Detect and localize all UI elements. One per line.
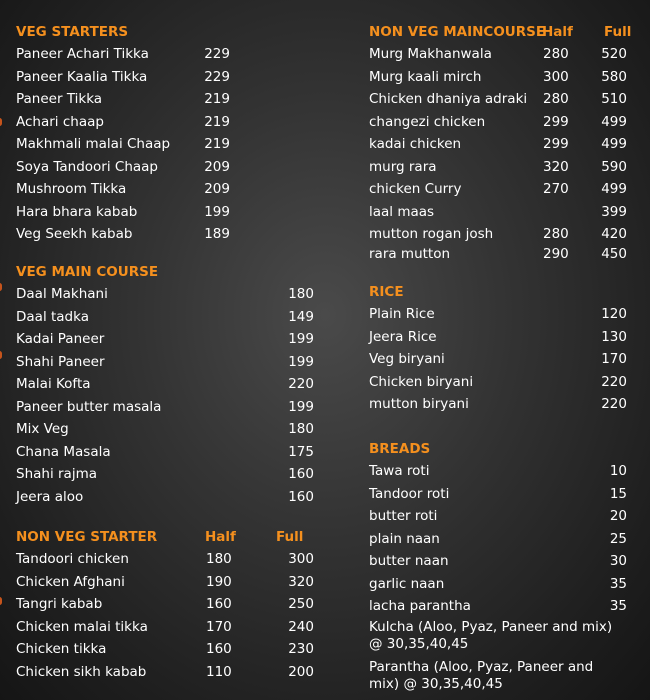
item-price-full: 520 xyxy=(601,46,627,62)
item-price: 160 xyxy=(288,466,314,482)
menu-item-row xyxy=(369,304,639,327)
item-price: 219 xyxy=(204,136,230,152)
item-price: 149 xyxy=(288,308,314,325)
item-name: laal maas xyxy=(369,203,435,220)
item-price-half: 180 xyxy=(206,551,232,567)
item-name: plain naan xyxy=(369,530,440,547)
edge-mark xyxy=(0,118,2,126)
item-name: Jeera Rice xyxy=(369,328,437,345)
menu-item-row xyxy=(16,662,316,685)
item-price: 35 xyxy=(609,598,627,614)
item-price: 35 xyxy=(609,575,627,592)
menu-item-row xyxy=(16,442,316,465)
item-list xyxy=(369,304,639,417)
item-price-full: 240 xyxy=(288,618,314,635)
item-price: 199 xyxy=(288,353,314,370)
menu-item-row xyxy=(369,596,639,619)
menu-item-row xyxy=(16,157,316,180)
menu-item-row xyxy=(369,157,639,180)
menu-item-row xyxy=(16,397,316,420)
item-name: Tandoor roti xyxy=(369,485,450,502)
item-price: 219 xyxy=(204,91,230,107)
item-name: Daal Makhani xyxy=(16,286,108,302)
item-price-full: 320 xyxy=(288,573,314,590)
item-price: 199 xyxy=(204,203,230,220)
item-name: Paneer Tikka xyxy=(16,91,103,107)
item-price-half: 160 xyxy=(206,596,232,612)
item-name: Mix Veg xyxy=(16,421,69,437)
item-name: Paneer Achari Tikka xyxy=(16,46,149,62)
menu-item-row xyxy=(369,179,639,202)
item-price-full: 300 xyxy=(288,551,314,567)
item-name: Veg Seekh kabab xyxy=(16,226,133,242)
section-rice xyxy=(369,282,639,417)
item-price-half: 300 xyxy=(543,68,569,85)
item-name: Veg biryani xyxy=(369,351,445,367)
section-title: VEG MAIN COURSE xyxy=(16,264,159,280)
menu-item-row xyxy=(16,572,316,595)
menu-item-row xyxy=(369,202,639,225)
section-non-veg-starter xyxy=(16,527,316,684)
item-price: 20 xyxy=(609,508,627,524)
menu-item-row xyxy=(16,549,316,572)
item-price: 15 xyxy=(609,485,627,502)
half-column-header: Half xyxy=(205,529,236,545)
menu-item-row xyxy=(369,506,639,529)
item-price-full: 580 xyxy=(601,68,627,85)
menu-item-row xyxy=(369,394,639,417)
item-price-half: 110 xyxy=(206,663,232,680)
item-price: 199 xyxy=(288,331,314,347)
item-price: 160 xyxy=(288,488,314,505)
item-price: 130 xyxy=(601,328,627,345)
item-name: Chicken dhaniya adraki xyxy=(369,91,528,107)
section-breads xyxy=(369,439,639,699)
menu-item-row xyxy=(16,419,316,442)
section-title: VEG STARTERS xyxy=(16,24,129,40)
item-name: Achari chaap xyxy=(16,113,104,130)
item-name: Paneer Kaalia Tikka xyxy=(16,68,148,85)
menu-item-row xyxy=(16,112,316,135)
item-price: 220 xyxy=(601,373,627,390)
item-name: Daal tadka xyxy=(16,308,89,325)
item-name: Murg Makhanwala xyxy=(369,46,492,62)
item-price-full: 399 xyxy=(601,203,627,220)
item-list xyxy=(16,284,316,509)
menu-item-row xyxy=(369,67,639,90)
menu-item-row xyxy=(369,574,639,597)
item-price-half: 299 xyxy=(543,136,569,152)
bread-note xyxy=(369,659,639,699)
item-price-full: 250 xyxy=(288,596,314,612)
item-price-half: 270 xyxy=(543,181,569,197)
item-price-half: 170 xyxy=(206,618,232,635)
item-price-full: 450 xyxy=(601,245,627,262)
edge-mark xyxy=(0,283,2,291)
item-name: Chicken malai tikka xyxy=(16,618,148,635)
item-price: 209 xyxy=(204,158,230,175)
item-name: butter naan xyxy=(369,553,449,569)
menu-item-row xyxy=(369,372,639,395)
item-price-full: 420 xyxy=(601,226,627,242)
item-price-half: 320 xyxy=(543,158,569,175)
item-name: Tandoori chicken xyxy=(16,551,129,567)
item-price-half: 160 xyxy=(206,641,232,657)
menu-item-row xyxy=(16,487,316,510)
item-price: 229 xyxy=(204,46,230,62)
menu-item-row xyxy=(16,617,316,640)
item-name: Mushroom Tikka xyxy=(16,181,127,197)
note-text: Kulcha (Aloo, Pyaz, Paneer and mix) @ 30,35,40,45 xyxy=(369,618,613,652)
item-price: 209 xyxy=(204,181,230,197)
item-name: Plain Rice xyxy=(369,306,435,322)
item-price: 220 xyxy=(601,396,627,412)
item-price-full: 230 xyxy=(288,641,314,657)
item-name: mutton rogan josh xyxy=(369,226,494,242)
menu-item-row xyxy=(16,352,316,375)
full-column-header: Full xyxy=(276,529,304,545)
item-name: Chana Masala xyxy=(16,443,111,460)
menu-item-row xyxy=(369,89,639,112)
item-price-full: 590 xyxy=(601,158,627,175)
item-name: rara mutton xyxy=(369,245,451,262)
item-name: Chicken Afghani xyxy=(16,573,125,590)
section-non-veg-maincourse xyxy=(369,22,639,266)
item-price: 180 xyxy=(288,421,314,437)
menu-item-row xyxy=(16,134,316,157)
item-name: butter roti xyxy=(369,508,438,524)
menu-item-row xyxy=(16,44,316,67)
half-column-header: Half xyxy=(542,24,573,40)
item-list xyxy=(16,549,316,684)
menu-item-row xyxy=(16,639,316,662)
item-name: Chicken sikh kabab xyxy=(16,663,147,680)
item-price-half: 290 xyxy=(543,245,569,262)
menu-item-row xyxy=(16,284,316,307)
item-price-half: 190 xyxy=(206,573,232,590)
section-title: BREADS xyxy=(369,441,431,457)
item-name: Jeera aloo xyxy=(16,488,84,505)
item-name: Shahi Paneer xyxy=(16,353,105,370)
item-name: changezi chicken xyxy=(369,113,486,130)
item-price: 30 xyxy=(609,553,627,569)
menu-item-row xyxy=(369,551,639,574)
item-price-half: 280 xyxy=(543,91,569,107)
item-name: Shahi rajma xyxy=(16,466,97,482)
item-price: 120 xyxy=(601,306,627,322)
section-veg-main-course xyxy=(16,262,316,509)
item-price-full: 200 xyxy=(288,663,314,680)
item-price-half: 299 xyxy=(543,113,569,130)
menu-item-row xyxy=(16,464,316,487)
menu-item-row xyxy=(16,307,316,330)
item-name: lacha parantha xyxy=(369,598,471,614)
menu-item-row xyxy=(369,134,639,157)
menu-item-row xyxy=(16,329,316,352)
note-text: Parantha (Aloo, Pyaz, Paneer and mix) @ 30,35,40,45 xyxy=(369,658,594,692)
item-list xyxy=(369,44,639,266)
menu-item-row xyxy=(16,89,316,112)
full-column-header: Full xyxy=(604,24,632,40)
item-list xyxy=(369,461,639,699)
menu-item-row xyxy=(16,202,316,225)
item-price: 180 xyxy=(288,286,314,302)
item-name: Makhmali malai Chaap xyxy=(16,136,171,152)
item-name: kadai chicken xyxy=(369,136,462,152)
item-price-full: 510 xyxy=(601,91,627,107)
item-price: 219 xyxy=(204,113,230,130)
item-price: 220 xyxy=(288,376,314,392)
item-price: 229 xyxy=(204,68,230,85)
menu-item-row xyxy=(16,224,316,247)
menu-item-row xyxy=(369,244,639,267)
section-title: RICE xyxy=(369,284,404,300)
item-name: Tawa roti xyxy=(369,463,430,479)
item-price: 189 xyxy=(204,226,230,242)
menu-item-row xyxy=(369,484,639,507)
item-price-half: 280 xyxy=(543,46,569,62)
item-price: 25 xyxy=(609,530,627,547)
item-name: Chicken tikka xyxy=(16,641,107,657)
item-name: Tangri kabab xyxy=(16,596,103,612)
menu-item-row xyxy=(16,179,316,202)
item-name: Chicken biryani xyxy=(369,373,474,390)
item-price-full: 499 xyxy=(601,113,627,130)
section-header xyxy=(369,22,639,42)
item-name: garlic naan xyxy=(369,575,445,592)
bread-note xyxy=(369,619,639,659)
menu-item-row xyxy=(16,374,316,397)
item-name: chicken Curry xyxy=(369,181,462,197)
menu-item-row xyxy=(16,67,316,90)
item-name: mutton biryani xyxy=(369,396,469,412)
menu-item-row xyxy=(369,112,639,135)
menu-item-row xyxy=(369,327,639,350)
item-price: 175 xyxy=(288,443,314,460)
menu-item-row xyxy=(369,461,639,484)
item-price: 199 xyxy=(288,398,314,415)
edge-mark xyxy=(0,597,2,605)
item-list xyxy=(16,44,316,247)
menu-item-row xyxy=(369,529,639,552)
section-title: NON VEG STARTER xyxy=(16,529,158,545)
item-name: Soya Tandoori Chaap xyxy=(16,158,159,175)
menu-item-row xyxy=(16,594,316,617)
section-header xyxy=(16,527,316,547)
item-name: Hara bhara kabab xyxy=(16,203,138,220)
item-price: 170 xyxy=(601,351,627,367)
item-price-half: 280 xyxy=(543,226,569,242)
item-name: murg rara xyxy=(369,158,437,175)
item-price-full: 499 xyxy=(601,136,627,152)
menu-item-row xyxy=(369,349,639,372)
section-title: NON VEG MAINCOURSE xyxy=(369,24,546,40)
item-price: 10 xyxy=(609,463,627,479)
item-price-full: 499 xyxy=(601,181,627,197)
section-veg-starters xyxy=(16,22,316,247)
menu-item-row xyxy=(369,44,639,67)
item-name: Murg kaali mirch xyxy=(369,68,482,85)
item-name: Malai Kofta xyxy=(16,376,91,392)
item-name: Paneer butter masala xyxy=(16,398,162,415)
item-name: Kadai Paneer xyxy=(16,331,105,347)
edge-mark xyxy=(0,351,2,359)
